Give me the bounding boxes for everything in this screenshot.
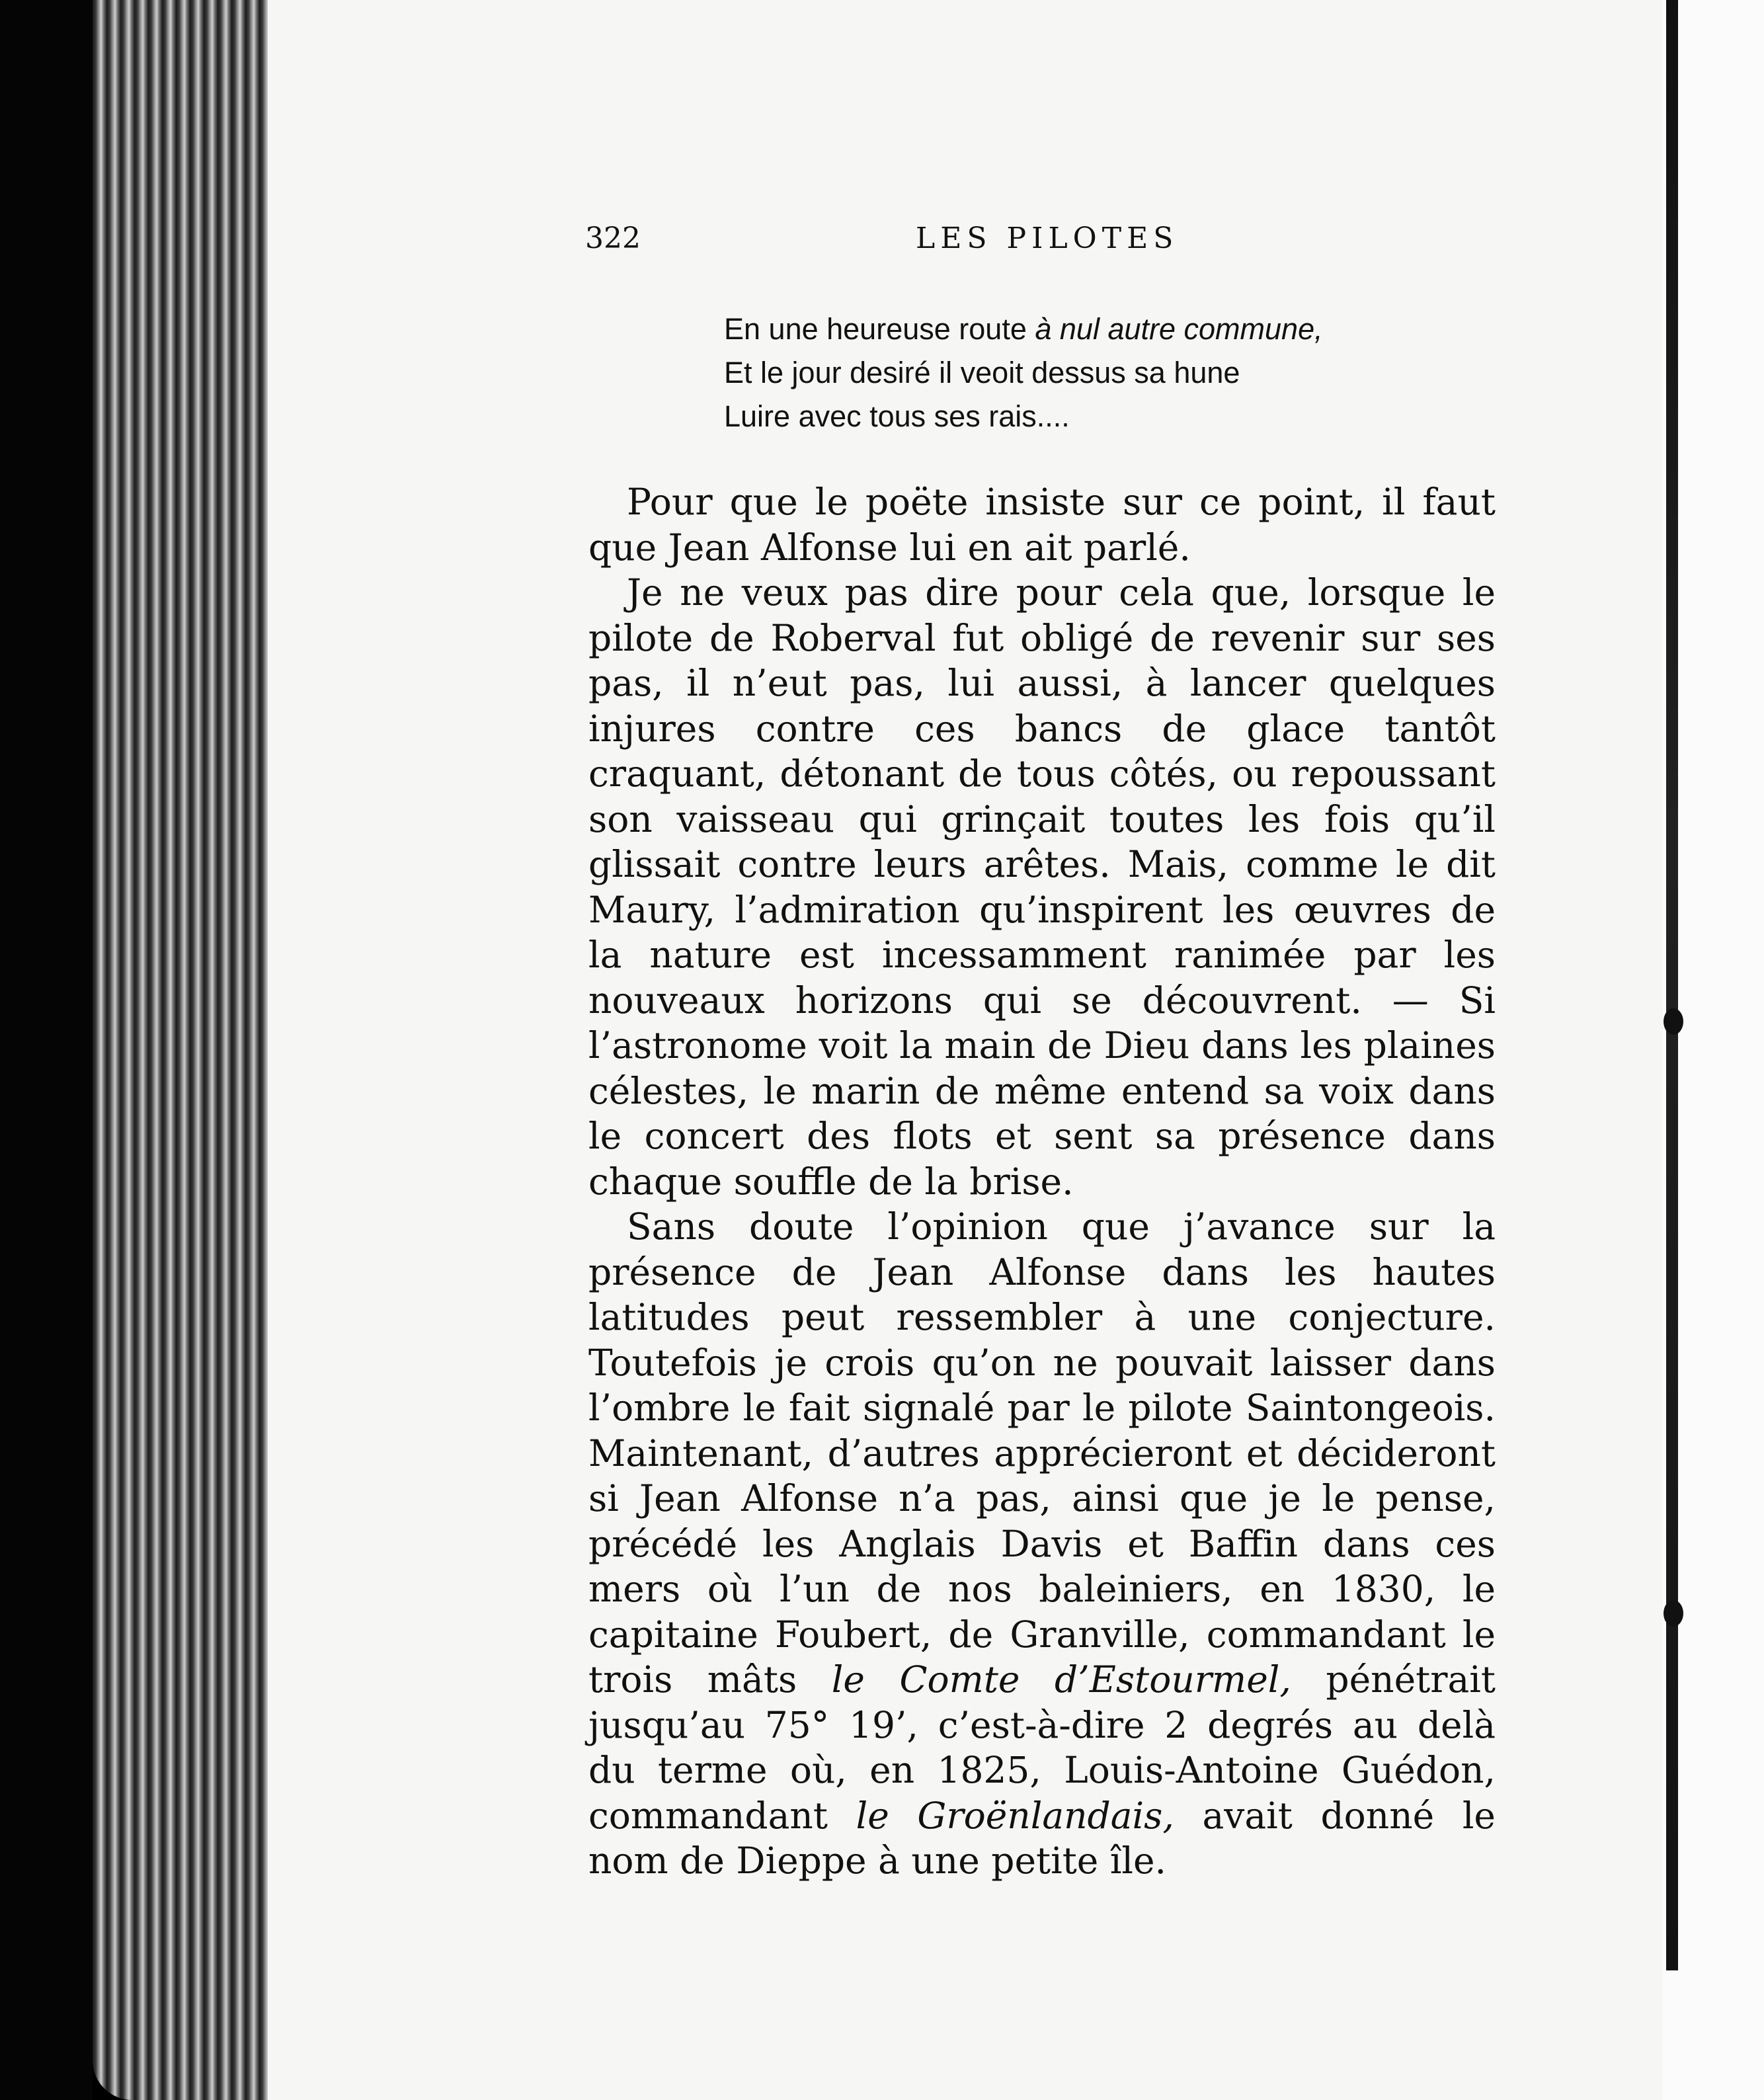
paragraph-text: pénétrait jusqu’au 75° 19’, c’est-à-dire 2 degrés au delà du terme où, en 1825, Louis-Antoine Guédon, commandant <box>588 1658 1496 1837</box>
paragraph <box>588 1204 1496 1884</box>
page-number: 322 <box>585 222 641 255</box>
verse-line <box>724 351 1385 395</box>
verse-italic-text: à nul autre commune, <box>1035 312 1323 346</box>
verse-text: En une heureuse route <box>724 312 1035 346</box>
verse-line <box>724 395 1385 438</box>
verse-text: Et le jour desiré il veoit dessus sa hune <box>724 356 1240 389</box>
verse-text: Luire avec tous ses rais.... <box>724 399 1070 433</box>
ship-name: le Comte d’Estourmel, <box>831 1658 1291 1701</box>
verse-line <box>724 307 1385 351</box>
book-page-edges <box>93 0 268 2100</box>
scanner-background-left <box>0 0 93 2100</box>
verse-quotation <box>724 307 1385 438</box>
body-text <box>588 479 1496 1884</box>
page-header <box>585 222 1405 261</box>
binding-mark <box>1664 1008 1683 1035</box>
binding-mark <box>1664 1600 1683 1627</box>
ship-name: le Groënlandais, <box>856 1794 1174 1837</box>
paragraph: Pour que le poëte insiste sur ce point, il faut que Jean Alfonse lui en ait parlé. <box>588 481 1496 569</box>
paragraph-text: Sans doute l’opinion que j’avance sur la présence de Jean Alfonse dans les hautes latitudes peut ressembler à une conjecture. Toutefois je crois qu’on ne pouvait laisser dans l’ombre le fait signalé par le pilote Saintongeois. Maintenant, d’autres apprécieront et décideront si Jean Alfonse n’a pas, ainsi que je le pense, précédé les Anglais Davis et Baffin dans ces mers où l’un de nos baleiniers, en 1830, le capitaine Foubert, de Granville, commandant le trois mâts <box>588 1205 1496 1701</box>
paragraph-text: avait donné le nom de Dieppe à une petite île. <box>588 1794 1496 1882</box>
running-title: LES PILOTES <box>916 222 1179 255</box>
binding-edge-gap <box>1666 1970 1678 2100</box>
paragraph: Je ne veux pas dire pour cela que, lorsque le pilote de Roberval fut obligé de revenir sur ses pas, il n’eut pas, lui aussi, à lancer quelques injures contre ces bancs de glace tantôt craquant, détonant de tous côtés, ou repoussant son vaisseau qui grinçait toutes les fois qu’il glissait contre leurs arêtes. Mais, comme le dit Maury, l’admiration qu’inspirent les œuvres de la nature est incessamment ranimée par les nouveaux horizons qui se découvrent. — Si l’astronome voit la main de Dieu dans les plaines célestes, le marin de même entend sa voix dans le concert des flots et sent sa présence dans chaque souffle de la brise. <box>588 571 1496 1203</box>
binding-edge <box>1666 0 1678 2100</box>
